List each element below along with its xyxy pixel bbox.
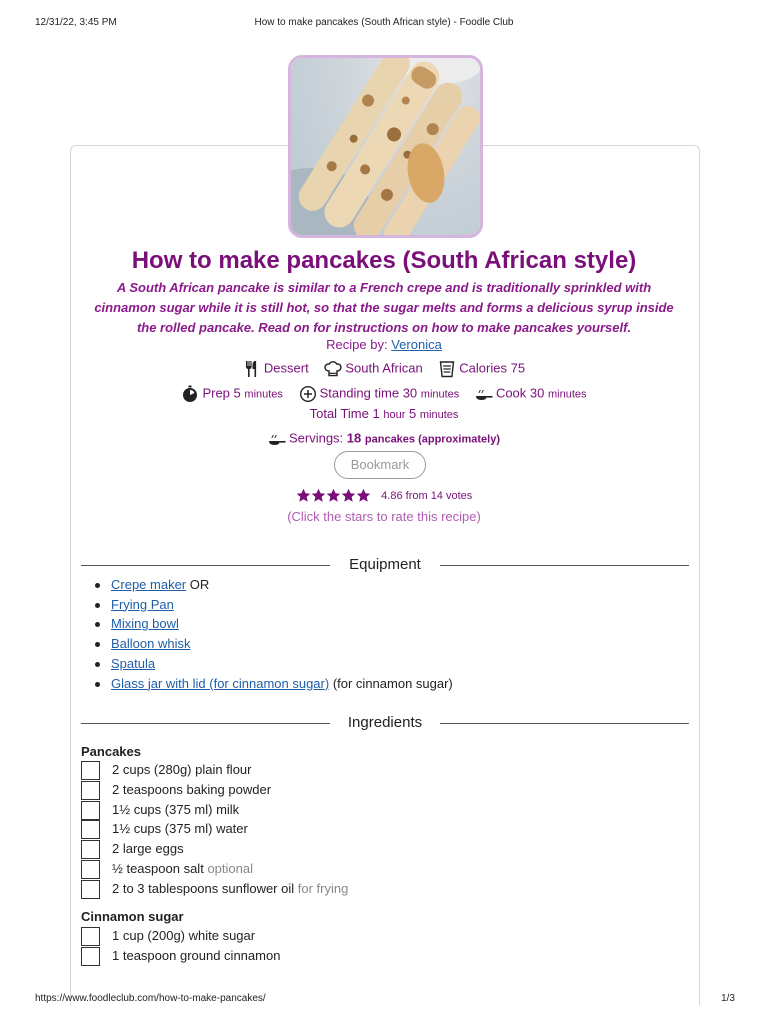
course-label: Dessert [263, 360, 309, 376]
cook-time [475, 385, 587, 403]
bookmark-button[interactable]: Bookmark [334, 451, 426, 479]
prep-unit: minutes [244, 388, 283, 401]
prep-value: 5 [233, 385, 241, 401]
total-minutes: 5 [409, 406, 417, 421]
equipment-suffix: OR [186, 577, 210, 592]
ingredient-amount: 2 [112, 762, 120, 777]
standing-value: 30 [402, 385, 418, 401]
ingredient-text: tablespoons sunflower oil [148, 880, 295, 896]
byline-label: Recipe by: [326, 337, 388, 352]
ingredient-list [81, 760, 348, 899]
total-hours: 1 [372, 406, 380, 421]
recipe-title: How to make pancakes (South African style) [131, 247, 637, 274]
ingredient-checkbox[interactable] [81, 801, 100, 820]
total-minutes-unit: minutes [419, 409, 459, 421]
ingredient-item [81, 926, 280, 946]
ingredient-note: optional [207, 860, 253, 876]
servings [0, 430, 768, 448]
total-time [0, 406, 768, 421]
star-icon[interactable] [356, 488, 371, 503]
cuisine-label: South African [345, 360, 423, 376]
rating-row [0, 487, 768, 505]
ingredient-list [81, 926, 280, 966]
print-header [0, 17, 768, 31]
ingredient-item [81, 780, 348, 800]
ingredient-amount: 1 [112, 947, 120, 963]
equipment-heading-label: Equipment [349, 556, 421, 573]
recipe-byline [0, 337, 768, 352]
ingredient-item [81, 946, 280, 966]
frying-pan-icon [475, 385, 493, 403]
ingredient-text: cup (200g) white sugar [122, 928, 256, 943]
divider [440, 565, 689, 566]
print-url: https://www.foodleclub.com/how-to-make-pancakes/ [35, 993, 266, 1004]
equipment-link[interactable]: Spatula [111, 655, 156, 671]
list-item [95, 575, 453, 595]
ingredient-checkbox[interactable] [81, 820, 100, 839]
star-icon[interactable] [326, 488, 341, 503]
equipment-link[interactable]: Glass jar with lid (for cinnamon sugar) [111, 675, 330, 691]
ingredient-item [81, 800, 348, 820]
frying-pan-icon [268, 430, 286, 448]
ingredient-checkbox[interactable] [81, 860, 100, 879]
calories-meta [438, 360, 525, 378]
equipment-list [95, 575, 453, 693]
star-icon[interactable] [296, 488, 311, 503]
cook-unit: minutes [548, 388, 587, 401]
ingredient-text: teaspoon salt [126, 860, 204, 876]
equipment-suffix: (for cinnamon sugar) [329, 675, 453, 691]
ingredient-item [81, 839, 348, 859]
list-item [95, 674, 453, 694]
ingredient-item [81, 819, 348, 839]
print-footer [0, 993, 768, 1007]
cook-value: 30 [529, 385, 545, 401]
equipment-link[interactable]: Frying Pan [111, 596, 174, 612]
ingredient-amount: 2 [112, 781, 120, 797]
ingredient-amount: 2 to 3 [112, 880, 145, 896]
list-item [95, 654, 453, 674]
calories-value: 75 [510, 360, 526, 376]
equipment-link[interactable]: Crepe maker [111, 577, 187, 592]
prep-time [181, 385, 282, 403]
ingredient-amount: ½ [112, 860, 123, 876]
standing-label: Standing time [319, 385, 400, 401]
ingredient-group-title: Pancakes [81, 744, 141, 759]
stopwatch-icon [181, 385, 199, 403]
ingredient-group-title: Cinnamon sugar [81, 909, 184, 924]
ingredient-amount: 1½ [112, 821, 131, 837]
nutrition-label-icon [438, 360, 456, 378]
author-link[interactable]: Veronica [391, 337, 442, 352]
star-icon[interactable] [341, 488, 356, 503]
equipment-link[interactable]: Mixing bowl [111, 616, 179, 632]
ingredient-amount: 1 [112, 928, 120, 943]
prep-label: Prep [202, 385, 230, 401]
chef-hat-icon [324, 360, 342, 378]
ingredient-checkbox[interactable] [81, 840, 100, 859]
calories-label: Calories [459, 360, 507, 376]
standing-unit: minutes [420, 388, 460, 401]
rating-votes: 4.86 from 14 votes [381, 490, 473, 502]
ingredients-heading [81, 713, 689, 733]
print-date: 12/31/22, 3:45 PM [35, 17, 117, 28]
course-meta [243, 360, 309, 378]
cuisine-meta [324, 360, 422, 378]
standing-time [299, 385, 460, 403]
ingredient-text: large eggs [122, 841, 184, 857]
recipe-times-row [0, 385, 768, 403]
ingredient-checkbox[interactable] [81, 947, 100, 966]
ingredient-checkbox[interactable] [81, 761, 100, 780]
servings-value[interactable]: 18 [346, 430, 362, 446]
plus-circle-icon [299, 385, 317, 403]
servings-label: Servings: [288, 430, 344, 446]
recipe-meta-row [0, 360, 768, 378]
print-title: How to make pancakes (South African style) - Foodle Club [254, 17, 514, 28]
print-page-number: 1/3 [721, 993, 735, 1004]
recipe-summary: A South African pancake is similar to a French crepe and is traditionally sprinkled with cinnamon sugar while it is still hot, so that the sugar melts and forms a delicious syrup inside the rolled pancake. Read on for instructions on how to make pancakes yourself. [94, 280, 674, 335]
ingredients-heading-label: Ingredients [347, 714, 423, 731]
ingredient-checkbox[interactable] [81, 880, 100, 899]
pancake-rolls-image [291, 58, 483, 238]
cutlery-icon [243, 360, 261, 378]
equipment-link[interactable]: Balloon whisk [111, 636, 191, 652]
ingredient-text: teaspoon ground cinnamon [122, 947, 281, 963]
star-icon[interactable] [311, 488, 326, 503]
ingredient-text: teaspoons baking powder [122, 781, 272, 797]
list-item [95, 614, 453, 634]
recipe-photo [291, 58, 480, 235]
equipment-heading [81, 555, 689, 575]
rate-hint: (Click the stars to rate this recipe) [287, 509, 481, 524]
ingredient-amount: 1½ [112, 801, 131, 817]
ingredient-text: cups (375 ml) milk [133, 801, 240, 817]
ingredient-item [81, 879, 348, 899]
list-item [95, 634, 453, 654]
ingredient-checkbox[interactable] [81, 927, 100, 946]
rating-stars[interactable] [296, 487, 371, 505]
ingredient-item [81, 859, 348, 879]
ingredient-text: cups (375 ml) water [133, 821, 248, 837]
divider [440, 723, 689, 724]
ingredient-checkbox[interactable] [81, 781, 100, 800]
cook-label: Cook [495, 385, 527, 401]
ingredient-amount: 2 [112, 841, 120, 857]
recipe-photo-frame [288, 55, 483, 238]
total-hours-unit: hour [383, 409, 406, 421]
ingredient-item [81, 760, 348, 780]
ingredient-note: for frying [297, 880, 349, 896]
servings-unit: pancakes (approximately) [364, 433, 501, 446]
ingredient-text: cups (280g) plain flour [122, 762, 252, 777]
list-item [95, 595, 453, 615]
total-label: Total Time [309, 406, 369, 421]
